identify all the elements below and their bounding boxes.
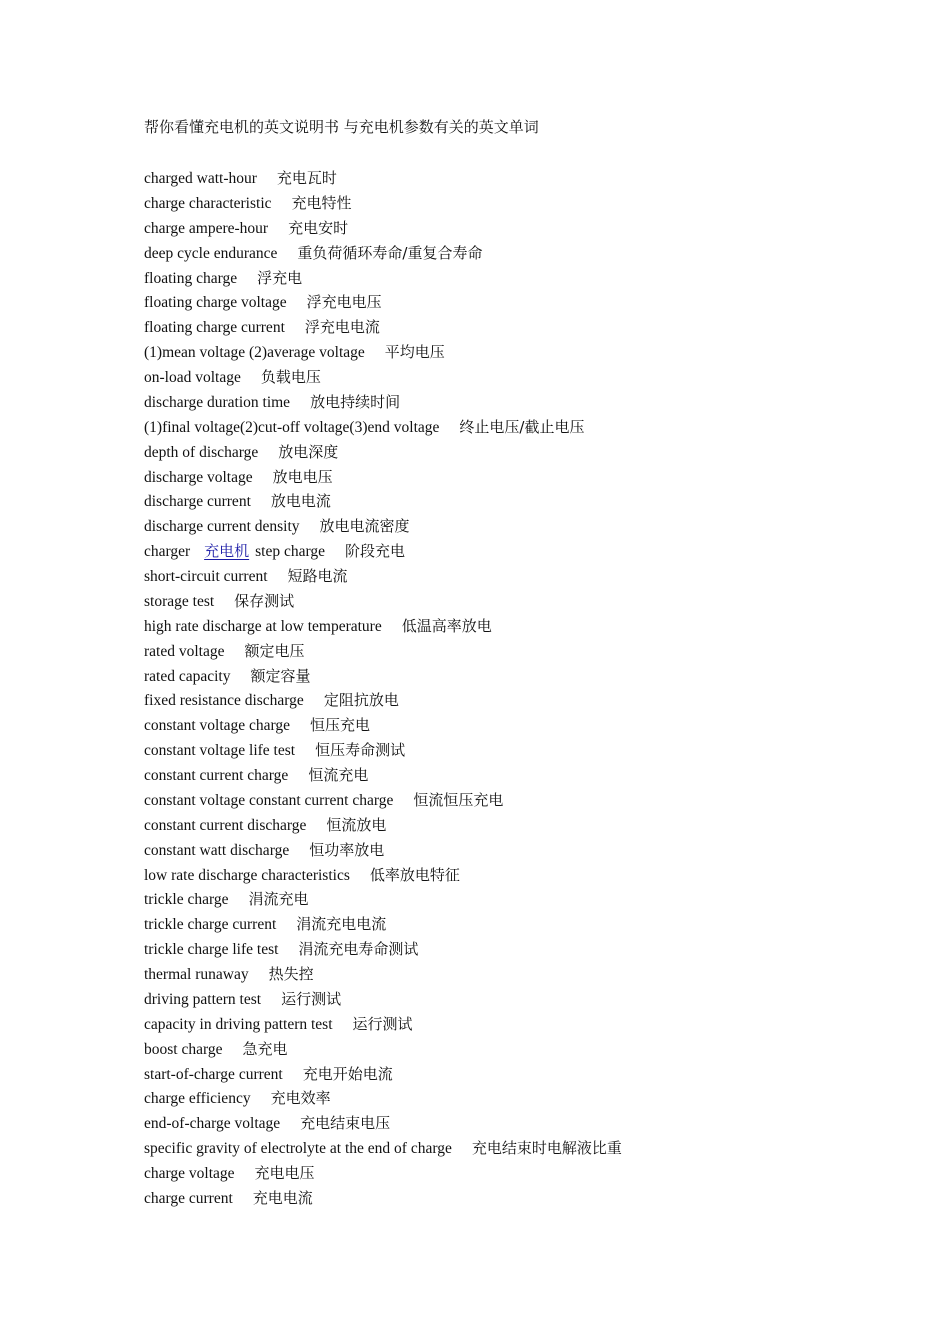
term-english: deep cycle endurance bbox=[144, 244, 278, 262]
term-chinese: 充电结束时电解液比重 bbox=[471, 1139, 622, 1158]
term-english: floating charge current bbox=[144, 319, 285, 337]
term-english: high rate discharge at low temperature bbox=[144, 617, 382, 635]
term-english: step charge bbox=[255, 543, 326, 561]
term-row bbox=[144, 489, 904, 514]
term-chinese: 充电效率 bbox=[270, 1089, 331, 1108]
term-english: boost charge bbox=[144, 1040, 223, 1058]
term-row bbox=[144, 763, 904, 788]
term-english: end-of-charge voltage bbox=[144, 1115, 281, 1133]
term-row bbox=[144, 838, 904, 863]
term-chinese: 急充电 bbox=[242, 1039, 288, 1058]
term-row bbox=[144, 1012, 904, 1037]
term-english: trickle charge bbox=[144, 891, 229, 909]
term-row bbox=[144, 266, 904, 291]
term-chinese: 放电持续时间 bbox=[310, 392, 401, 411]
term-english: short-circuit current bbox=[144, 568, 268, 585]
term-english: (1)mean voltage (2)average voltage bbox=[144, 344, 365, 362]
term-english: charge voltage bbox=[144, 1165, 235, 1182]
term-english: low rate discharge characteristics bbox=[144, 866, 350, 884]
term-row bbox=[144, 912, 904, 937]
term-row bbox=[144, 440, 904, 465]
term-chinese: 阶段充电 bbox=[345, 542, 406, 561]
term-chinese: 放电深度 bbox=[278, 442, 339, 461]
term-english: capacity in driving pattern test bbox=[144, 1015, 333, 1033]
term-row bbox=[144, 788, 904, 813]
term-english: storage test bbox=[144, 592, 215, 610]
term-chinese: 放电电流密度 bbox=[319, 517, 410, 536]
term-row bbox=[144, 738, 904, 763]
term-row bbox=[144, 340, 904, 365]
term-english: constant voltage constant current charge bbox=[144, 791, 394, 809]
term-chinese: 额定容量 bbox=[250, 666, 311, 685]
term-chinese: 浮充电电流 bbox=[304, 318, 380, 337]
term-chinese: 终止电压/截止电压 bbox=[459, 417, 585, 436]
term-chinese: 重负荷循环寿命/重复合寿命 bbox=[297, 243, 483, 262]
term-chinese: 运行测试 bbox=[281, 989, 342, 1008]
term-english: trickle charge life test bbox=[144, 941, 279, 959]
term-chinese: 恒流恒压充电 bbox=[413, 790, 504, 809]
term-chinese: 低温高率放电 bbox=[401, 616, 492, 635]
term-row bbox=[144, 415, 904, 440]
term-english: constant voltage charge bbox=[144, 717, 291, 735]
term-chinese: 恒压寿命测试 bbox=[315, 741, 406, 760]
term-chinese: 涓流充电 bbox=[248, 890, 309, 909]
term-row bbox=[144, 589, 904, 614]
term-chinese: 充电安时 bbox=[288, 218, 349, 237]
term-chinese: 负载电压 bbox=[260, 368, 321, 386]
term-english: constant voltage life test bbox=[144, 742, 296, 760]
term-list bbox=[144, 166, 904, 539]
term-chinese: 短路电流 bbox=[287, 567, 348, 585]
term-row bbox=[144, 365, 904, 390]
term-row bbox=[144, 465, 904, 490]
term-row bbox=[144, 813, 904, 838]
term-english: constant watt discharge bbox=[144, 841, 290, 859]
term-row bbox=[144, 688, 904, 713]
term-chinese: 浮充电 bbox=[257, 268, 303, 287]
term-row-charger bbox=[144, 539, 904, 564]
term-chinese: 放电电流 bbox=[270, 492, 331, 511]
term-chinese: 充电瓦时 bbox=[276, 169, 337, 187]
term-english: charged watt-hour bbox=[144, 170, 257, 187]
term-row bbox=[144, 564, 904, 589]
term-chinese: 恒压充电 bbox=[310, 716, 371, 735]
term-chinese: 涓流充电电流 bbox=[296, 915, 387, 934]
term-row bbox=[144, 962, 904, 987]
term-english: fixed resistance discharge bbox=[144, 692, 304, 710]
term-row bbox=[144, 639, 904, 664]
term-chinese: 充电电流 bbox=[252, 1188, 313, 1207]
term-row bbox=[144, 166, 904, 191]
term-english: discharge duration time bbox=[144, 393, 291, 411]
document-page bbox=[144, 114, 904, 1211]
term-english: thermal runaway bbox=[144, 966, 249, 983]
term-row bbox=[144, 241, 904, 266]
term-chinese: 额定电压 bbox=[244, 641, 305, 660]
term-row bbox=[144, 290, 904, 315]
term-list bbox=[144, 564, 904, 1211]
term-english: charge characteristic bbox=[144, 194, 272, 212]
term-row bbox=[144, 514, 904, 539]
term-row bbox=[144, 1086, 904, 1111]
term-english: (1)final voltage(2)cut-off voltage(3)end voltage bbox=[144, 418, 440, 436]
term-row bbox=[144, 664, 904, 689]
term-english: rated capacity bbox=[144, 667, 231, 685]
term-row bbox=[144, 315, 904, 340]
term-chinese: 平均电压 bbox=[384, 343, 445, 362]
term-chinese: 运行测试 bbox=[352, 1014, 413, 1033]
term-chinese: 保存测试 bbox=[234, 591, 295, 610]
term-row bbox=[144, 191, 904, 216]
term-english: trickle charge current bbox=[144, 916, 277, 934]
term-chinese: 热失控 bbox=[268, 965, 314, 983]
term-english: constant current charge bbox=[144, 767, 289, 784]
term-english: charger bbox=[144, 543, 191, 561]
term-chinese: 充电结束电压 bbox=[300, 1114, 391, 1133]
term-row bbox=[144, 1062, 904, 1087]
term-english: discharge current density bbox=[144, 518, 300, 536]
term-row bbox=[144, 1136, 904, 1161]
term-row bbox=[144, 390, 904, 415]
term-row bbox=[144, 863, 904, 888]
term-chinese: 低率放电特征 bbox=[369, 865, 460, 884]
term-english: charge efficiency bbox=[144, 1090, 251, 1108]
term-row bbox=[144, 1111, 904, 1136]
term-row bbox=[144, 713, 904, 738]
term-row bbox=[144, 1161, 904, 1186]
term-english: discharge voltage bbox=[144, 468, 253, 486]
term-english: charge current bbox=[144, 1189, 233, 1207]
term-english: charge ampere-hour bbox=[144, 219, 269, 237]
term-row bbox=[144, 987, 904, 1012]
term-english: driving pattern test bbox=[144, 990, 262, 1008]
term-chinese: 定阻抗放电 bbox=[323, 691, 399, 710]
term-row bbox=[144, 216, 904, 241]
term-english: floating charge bbox=[144, 269, 238, 287]
term-chinese: 放电电压 bbox=[272, 467, 333, 486]
term-english: on-load voltage bbox=[144, 369, 241, 386]
term-chinese: 涓流充电寿命测试 bbox=[298, 940, 419, 959]
term-chinese: 浮充电电压 bbox=[306, 293, 382, 312]
term-english: constant current discharge bbox=[144, 816, 307, 834]
term-row bbox=[144, 1186, 904, 1211]
term-row bbox=[144, 887, 904, 912]
term-row bbox=[144, 937, 904, 962]
term-chinese: 恒流充电 bbox=[308, 766, 369, 784]
term-row bbox=[144, 1037, 904, 1062]
term-english: floating charge voltage bbox=[144, 294, 287, 312]
term-english: depth of discharge bbox=[144, 443, 259, 461]
term-english: discharge current bbox=[144, 493, 251, 511]
term-chinese: 充电电压 bbox=[254, 1164, 315, 1182]
term-chinese: 恒流放电 bbox=[326, 815, 387, 834]
term-chinese: 恒功率放电 bbox=[309, 840, 385, 859]
term-chinese: 充电开始电流 bbox=[302, 1064, 393, 1083]
term-chinese: 充电特性 bbox=[291, 193, 352, 212]
term-row bbox=[144, 614, 904, 639]
charger-link[interactable]: 充电机 bbox=[204, 542, 250, 561]
term-english: rated voltage bbox=[144, 642, 225, 660]
term-english: start-of-charge current bbox=[144, 1065, 283, 1083]
document-title: 帮你看懂充电机的英文说明书 与充电机参数有关的英文单词 bbox=[144, 118, 539, 136]
term-english: specific gravity of electrolyte at the end of charge bbox=[144, 1140, 452, 1158]
